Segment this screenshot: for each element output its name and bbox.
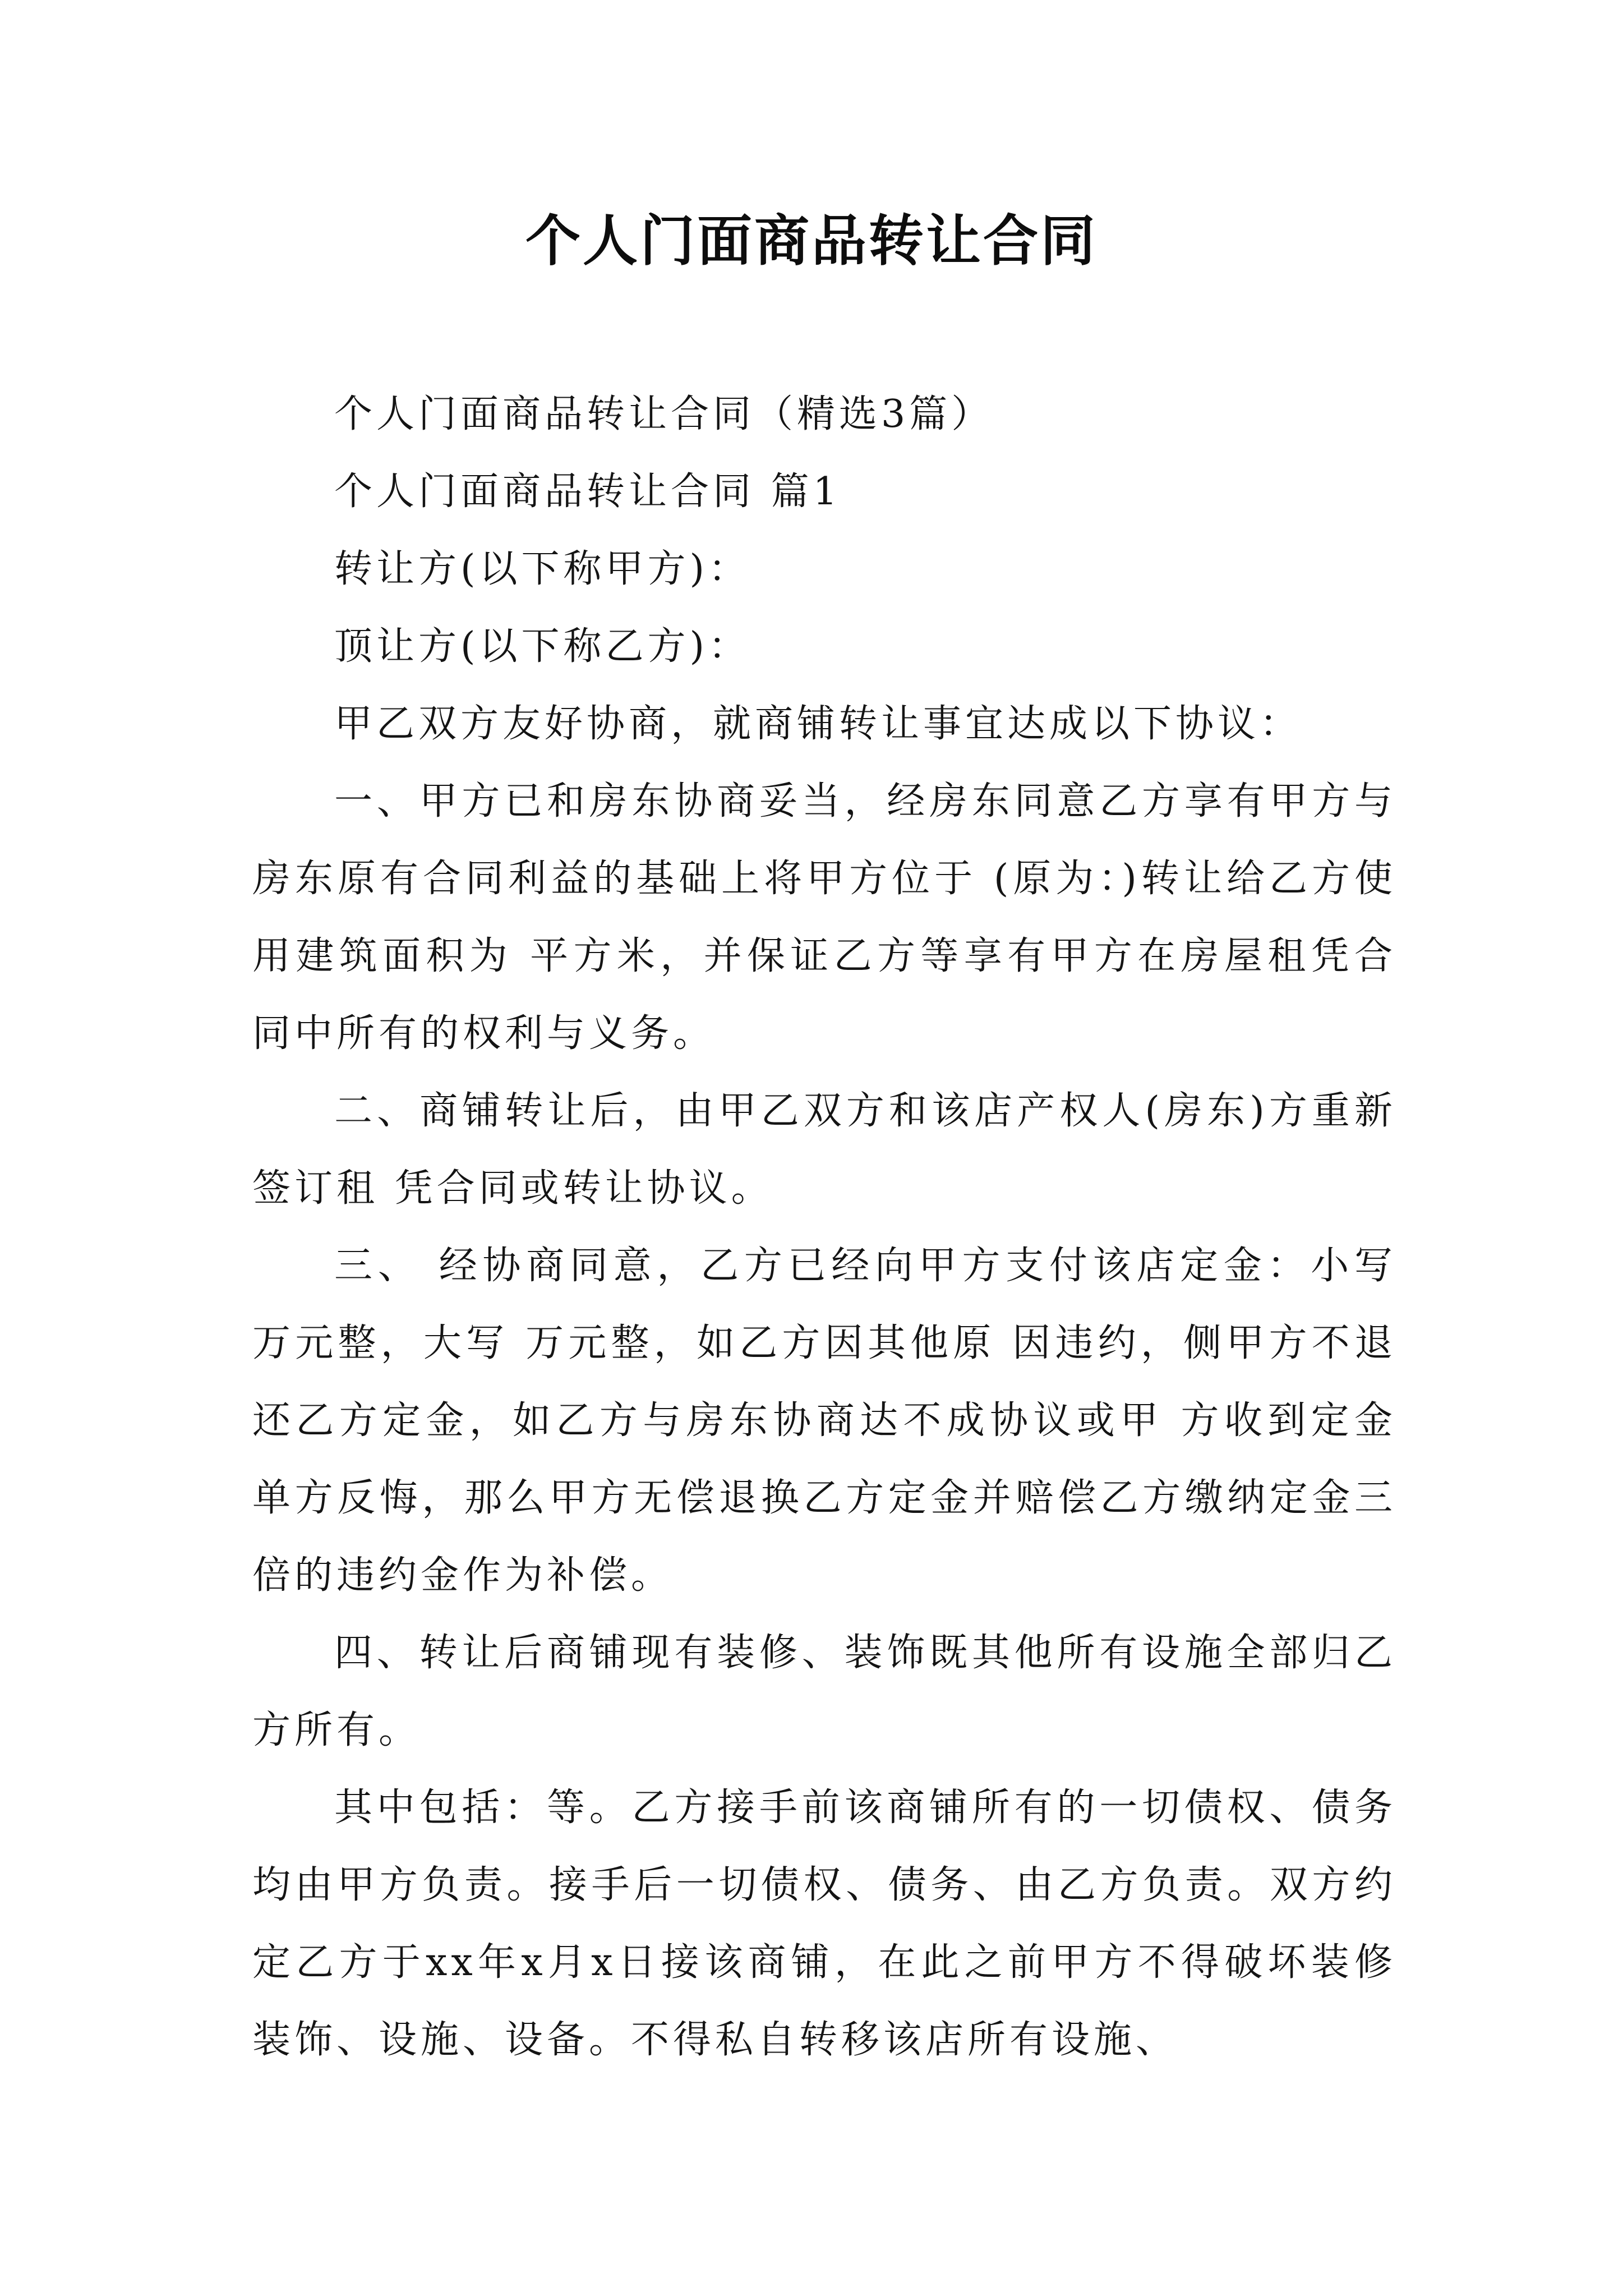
paragraph-inclusions: 其中包括：等。乙方接手前该商铺所有的一切债权、债务均由甲方负责。接手后一切债权、债务、由乙方负责。双方约定乙方于xx年x月x日接该商铺，在此之前甲方不得破坏装修装饰、设施、设备。不得私自转移该店所有设施、	[252, 1786, 1396, 2062]
paragraph-clause-2: 二、商铺转让后，由甲乙双方和该店产权人(房东)方重新签订租 凭合同或转让协议。	[252, 1089, 1396, 1211]
paragraph-clause-1: 一、甲方已和房东协商妥当，经房东同意乙方享有甲方与房东原有合同利益的基础上将甲方位于 (原为：)转让给乙方使用建筑面积为 平方米，并保证乙方等享有甲方在房屋租凭合同中所有的权利与义务。	[252, 779, 1396, 1056]
document-title: 个人门面商品转让合同	[525, 209, 1098, 273]
paragraph-heading-selection: 个人门面商品转让合同（精选3篇）	[334, 392, 994, 436]
paragraph-preamble: 甲乙双方友好协商，就商铺转让事宜达成以下协议：	[334, 702, 1302, 746]
paragraph-heading-part-1: 个人门面商品转让合同 篇1	[334, 470, 841, 514]
paragraph-clause-3: 三、 经协商同意，乙方已经向甲方支付该店定金：小写万元整，大写 万元整，如乙方因其他原 因违约，侧甲方不退还乙方定金，如乙方与房东协商达不成协议或甲 方收到定金单方反悔，那么甲方无偿退换乙方定金并赔偿乙方缴纳定金三倍的违约金作为补偿。	[252, 1244, 1396, 1598]
paragraph-transferee: 顶让方(以下称乙方)：	[334, 624, 751, 669]
document-body	[252, 376, 1396, 2079]
paragraph-transferor: 转让方(以下称甲方)：	[334, 547, 751, 591]
paragraph-clause-4: 四、转让后商铺现有装修、装饰既其他所有设施全部归乙方所有。	[252, 1631, 1396, 1752]
